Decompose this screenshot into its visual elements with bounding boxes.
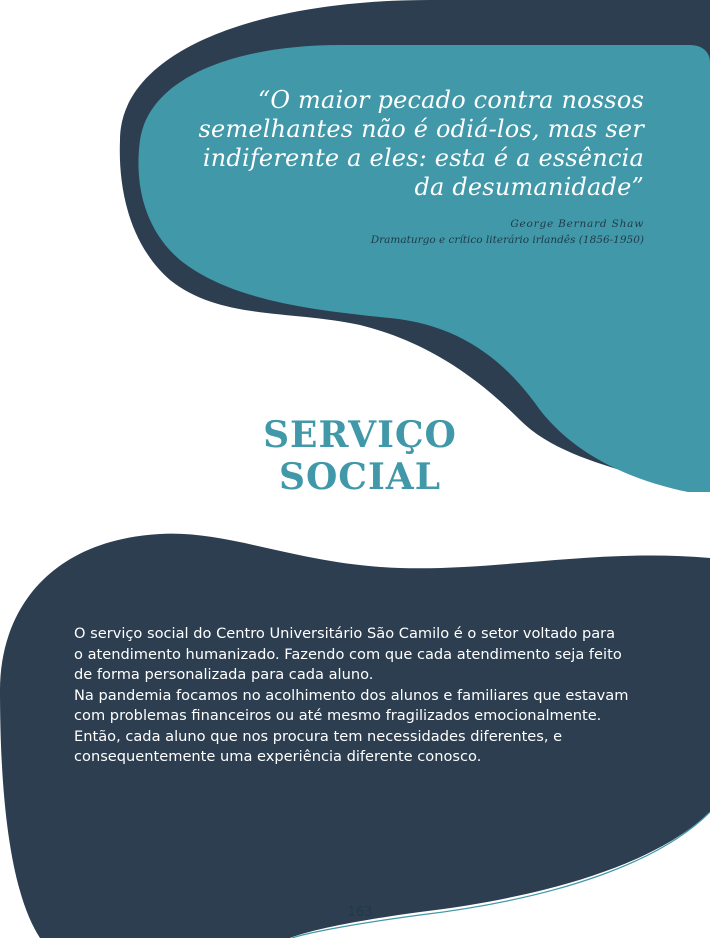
body-paragraph-1: [74, 624, 674, 686]
quote-line: “O maior pecado contra nossos: [257, 86, 644, 114]
body-line: o atendimento humanizado. Fazendo com que cada atendimento seja feito: [74, 645, 622, 663]
body-line: Então, cada aluno que nos procura tem necessidades diferentes, e: [74, 727, 563, 745]
quote-line: da desumanidade”: [414, 173, 644, 201]
body-paragraph-2: [74, 686, 674, 768]
quote-line: indiferente a eles: esta é a essência: [202, 144, 644, 172]
quote-author: George Bernard Shaw: [510, 218, 644, 230]
section-title-line2: SOCIAL: [278, 456, 442, 498]
body-line: de forma personalizada para cada aluno.: [74, 666, 374, 683]
section-title-line1: SERVIÇO: [263, 414, 457, 456]
quote-line: semelhantes não é odiá-los, mas ser: [198, 115, 644, 143]
body-line: com problemas financeiros ou até mesmo fragilizados emocionalmente.: [74, 707, 602, 724]
quote-text: [124, 86, 644, 202]
quote-author-role: Dramaturgo e crítico literário irlandês (1856-1950): [370, 234, 644, 246]
section-title: [260, 414, 460, 498]
body-line: Na pandemia focamos no acolhimento dos alunos e familiares que estavam: [74, 686, 629, 704]
page-number: 163: [347, 905, 373, 920]
body-text: [74, 624, 674, 768]
body-line: consequentemente uma experiência diferente conosco.: [74, 748, 482, 765]
quote-block: [124, 86, 644, 248]
body-line: O serviço social do Centro Universitário São Camilo é o setor voltado para: [74, 625, 616, 642]
